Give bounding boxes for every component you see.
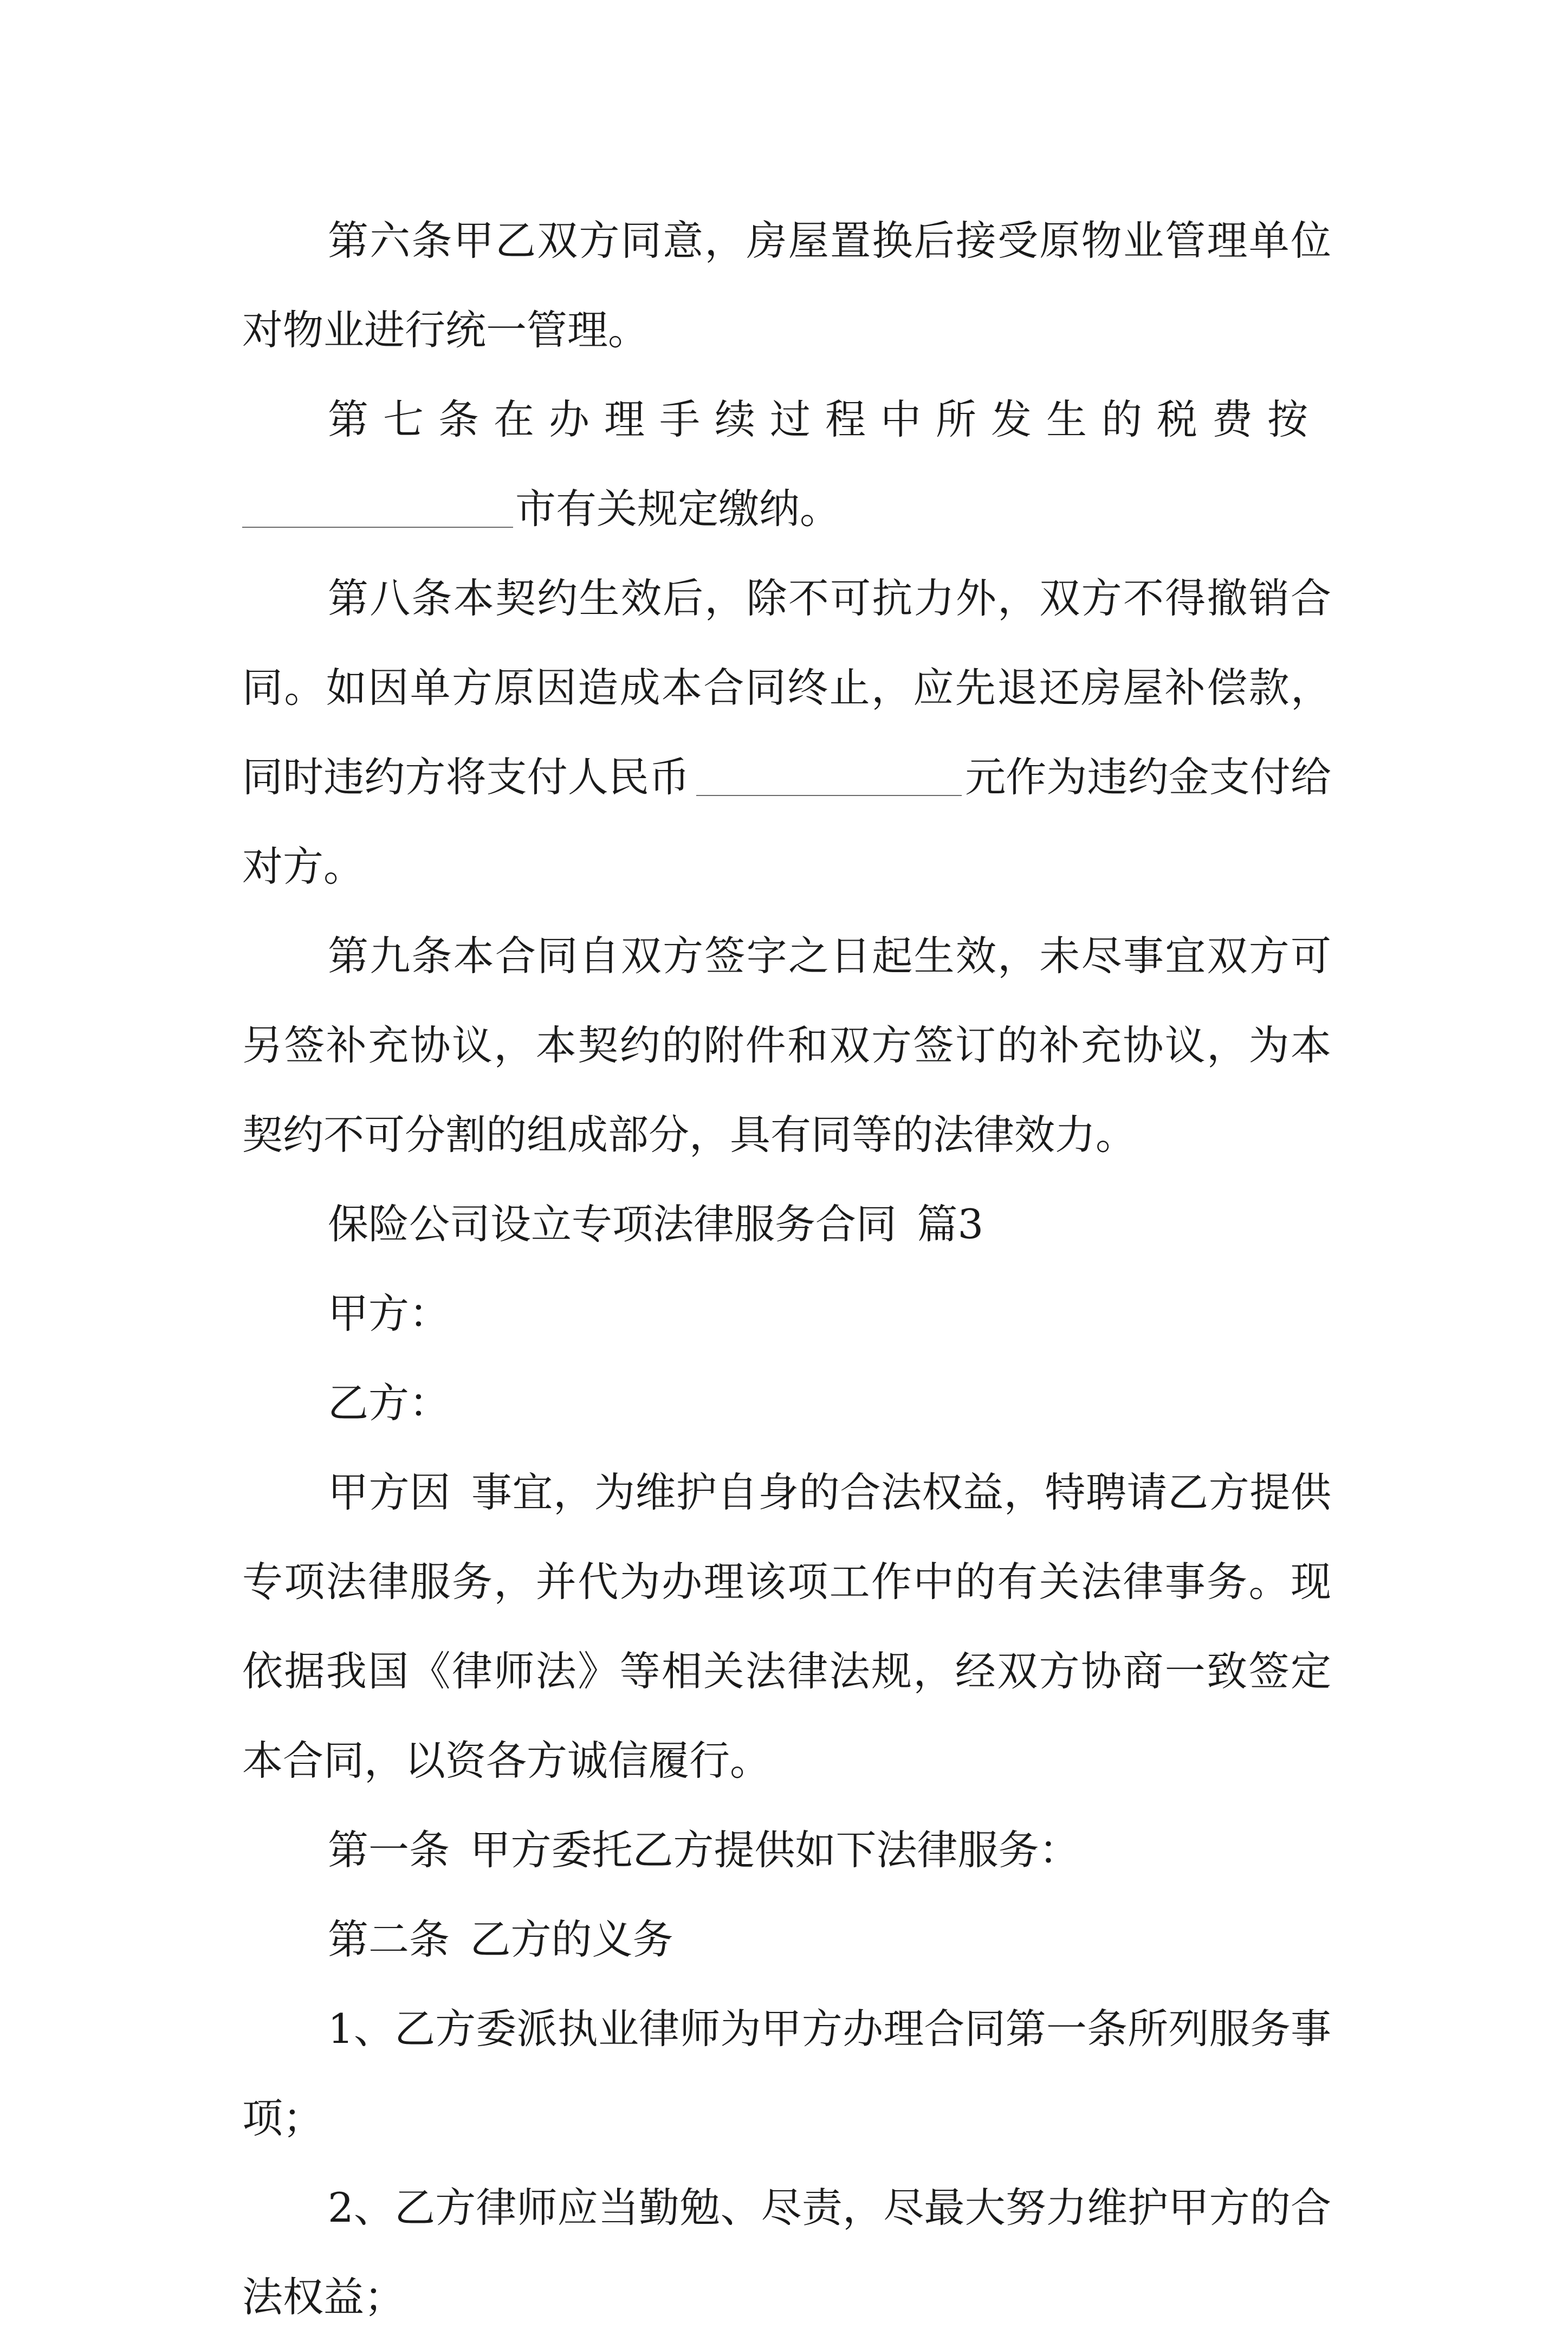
article-8-text-after: 元作为违约金支付给对方。 xyxy=(242,753,1331,890)
obligation-item-2 xyxy=(242,2163,1331,2342)
contract-heading xyxy=(242,1180,1331,1269)
clause-1 xyxy=(242,1806,1331,1895)
tax-city-blank xyxy=(242,490,513,528)
document-body xyxy=(242,196,1331,2342)
clause-2-number: 第二条 xyxy=(328,1916,450,1963)
contract-heading-suffix: 篇3 xyxy=(917,1200,984,1248)
article-9-text: 第九条本合同自双方签字之日起生效，未尽事宜双方可另签补充协议，本契约的附件和双方签订的补充协议，为本契约不可分割的组成部分，具有同等的法律效力。 xyxy=(242,932,1331,1159)
article-7-text-after: 市有关规定缴纳。 xyxy=(515,485,841,533)
article-6-text: 第六条甲乙双方同意，房屋置换后接受原物业管理单位对物业进行统一管理。 xyxy=(242,217,1331,354)
article-8 xyxy=(242,554,1331,911)
clause-2-text: 乙方的义务 xyxy=(470,1916,673,1963)
obligation-item-1 xyxy=(242,1984,1331,2163)
party-a-label: 甲方： xyxy=(328,1290,450,1337)
article-9 xyxy=(242,911,1331,1180)
intro-text-a: 甲方因 xyxy=(328,1468,451,1516)
intro-text-b: 事宜，为维护自身的合法权益，特聘请乙方提供专项法律服务，并代为办理该项工作中的有关法律事务。现依据我国《律师法》等相关法律法规，经双方协商一致签定本合同，以资各方诚信履行。 xyxy=(242,1468,1331,1784)
party-a-line xyxy=(242,1269,1331,1358)
clause-2 xyxy=(242,1895,1331,1984)
contract-heading-title: 保险公司设立专项法律服务合同 xyxy=(328,1200,897,1248)
obligation-item-1-text: 1、乙方委派执业律师为甲方办理合同第一条所列服务事项； xyxy=(242,2005,1331,2142)
party-b-label: 乙方： xyxy=(328,1379,450,1427)
article-8-text-before: 第八条本契约生效后，除不可抗力外，双方不得撤销合同。如因单方原因造成本合同终止，应先退还房屋补偿款，同时违约方将支付人民币 xyxy=(242,574,1331,801)
penalty-amount-blank xyxy=(696,759,962,797)
intro-paragraph xyxy=(242,1448,1331,1806)
article-7 xyxy=(242,375,1331,554)
clause-1-text: 甲方委托乙方提供如下法律服务： xyxy=(470,1826,1080,1874)
clause-1-number: 第一条 xyxy=(328,1826,450,1874)
article-7-text-before: 第七条在办理手续过程中所发生的税费按 xyxy=(328,396,1323,443)
obligation-item-2-text: 2、乙方律师应当勤勉、尽责，尽最大努力维护甲方的合法权益； xyxy=(242,2184,1331,2321)
article-6 xyxy=(242,196,1331,375)
party-b-line xyxy=(242,1358,1331,1448)
